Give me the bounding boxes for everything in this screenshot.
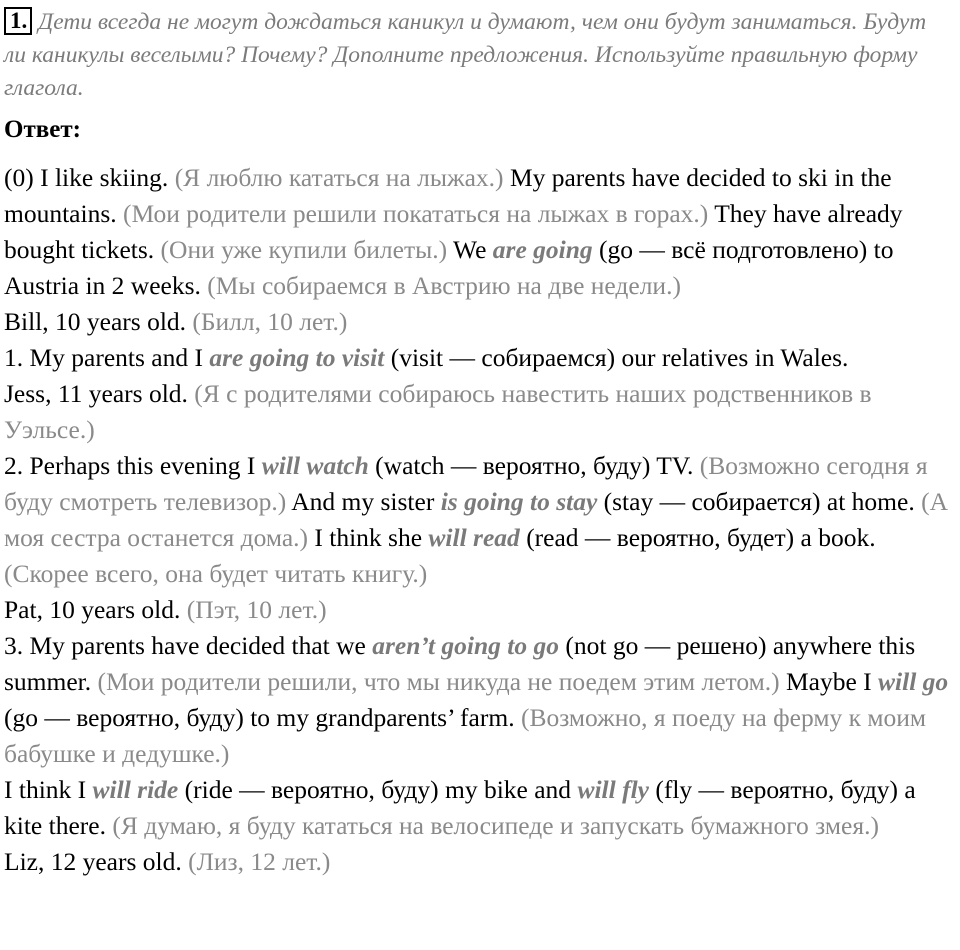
russian-translation: (Я думаю, я буду кататься на велосипеде и запускать бумажного змея.)	[112, 811, 879, 840]
task-number-box: 1.	[4, 7, 32, 35]
russian-translation: (Возможно сегодня я буду смотреть телевизор.)	[4, 451, 928, 516]
english-text: We	[453, 235, 493, 264]
english-text: (visit — собираемся) our relatives in Wales.	[384, 343, 849, 372]
english-text: I think she	[314, 523, 429, 552]
english-text: Maybe I	[785, 667, 879, 696]
english-text: They have already bought tickets.	[4, 199, 903, 264]
answer-paragraph	[4, 772, 959, 844]
russian-translation: (Билл, 10 лет.)	[192, 307, 348, 336]
english-text: (stay — собирается) at home.	[597, 487, 922, 516]
russian-translation: (Они уже купили билеты.)	[160, 235, 454, 264]
answer-verb-form: will ride	[92, 775, 179, 804]
english-text: I think I	[4, 775, 93, 804]
answer-verb-form: will watch	[261, 451, 369, 480]
russian-translation: (Мы собираемся в Австрию на две недели.)	[207, 271, 681, 300]
answer-paragraph	[4, 304, 959, 340]
answer-verb-form: will read	[428, 523, 520, 552]
english-text: (watch — вероятно, буду) TV.	[368, 451, 700, 480]
english-text: (0) I like skiing.	[4, 163, 175, 192]
english-text: (go — всё подготовлено) to Austria in 2 weeks.	[4, 235, 894, 300]
english-text: 3. My parents have decided that we	[4, 631, 373, 660]
english-text: Jess, 11 years old.	[4, 379, 195, 408]
russian-translation: (Я с родителями собираюсь навестить наших родственников в Уэльсе.)	[4, 379, 872, 444]
answer-paragraph	[4, 448, 959, 592]
answer-paragraph	[4, 592, 959, 628]
english-text: 1. My parents and I	[4, 343, 210, 372]
answer-paragraph	[4, 340, 959, 376]
english-text: Liz, 12 years old.	[4, 847, 189, 876]
english-text: (go — вероятно, буду) to my grandparents’ farm.	[4, 703, 521, 732]
answer-verb-form: will fly	[577, 775, 649, 804]
english-text: And my sister	[291, 487, 441, 516]
answer-verb-form: will go	[878, 667, 949, 696]
russian-translation: (Возможно, я поеду на ферму к моим бабушке и дедушке.)	[4, 703, 927, 768]
answer-body	[4, 160, 959, 880]
english-text: Pat, 10 years old.	[4, 595, 187, 624]
english-text: Bill, 10 years old.	[4, 307, 193, 336]
task-text: Дети всегда не могут дождаться каникул и думают, чем они будут заниматься. Будут ли каникулы веселыми? Почему? Дополните предложения. Используйте правильную форму глагола.	[4, 9, 927, 101]
answer-verb-form: aren’t going to go	[372, 631, 559, 660]
answer-verb-form: are going	[492, 235, 593, 264]
answer-heading: Ответ:	[4, 116, 81, 143]
english-text: (ride — вероятно, буду) my bike and	[178, 775, 578, 804]
answer-paragraph	[4, 376, 959, 448]
russian-translation: (Лиз, 12 лет.)	[188, 847, 331, 876]
answer-verb-form: are going to visit	[209, 343, 385, 372]
answer-paragraph	[4, 844, 959, 880]
english-text: (not go — решено) anywhere this summer.	[4, 631, 916, 696]
task-statement	[4, 6, 954, 105]
english-text: My parents have decided to ski in the mountains.	[4, 163, 892, 228]
english-text: (fly — вероятно, буду) a kite there.	[4, 775, 916, 840]
russian-translation: (Скорее всего, она будет читать книгу.)	[4, 559, 428, 588]
russian-translation: (А моя сестра останется дома.)	[4, 487, 949, 552]
english-text: 2. Perhaps this evening I	[4, 451, 262, 480]
answer-verb-form: is going to stay	[440, 487, 598, 516]
answer-paragraph	[4, 628, 959, 772]
answer-paragraph	[4, 160, 959, 304]
russian-translation: (Пэт, 10 лет.)	[186, 595, 327, 624]
russian-translation: (Я люблю кататься на лыжах.)	[174, 163, 510, 192]
russian-translation: (Мои родители решили, что мы никуда не поедем этим летом.)	[97, 667, 786, 696]
russian-translation: (Мои родители решили покататься на лыжах в горах.)	[123, 199, 715, 228]
english-text: (read — вероятно, будет) a book.	[519, 523, 876, 552]
